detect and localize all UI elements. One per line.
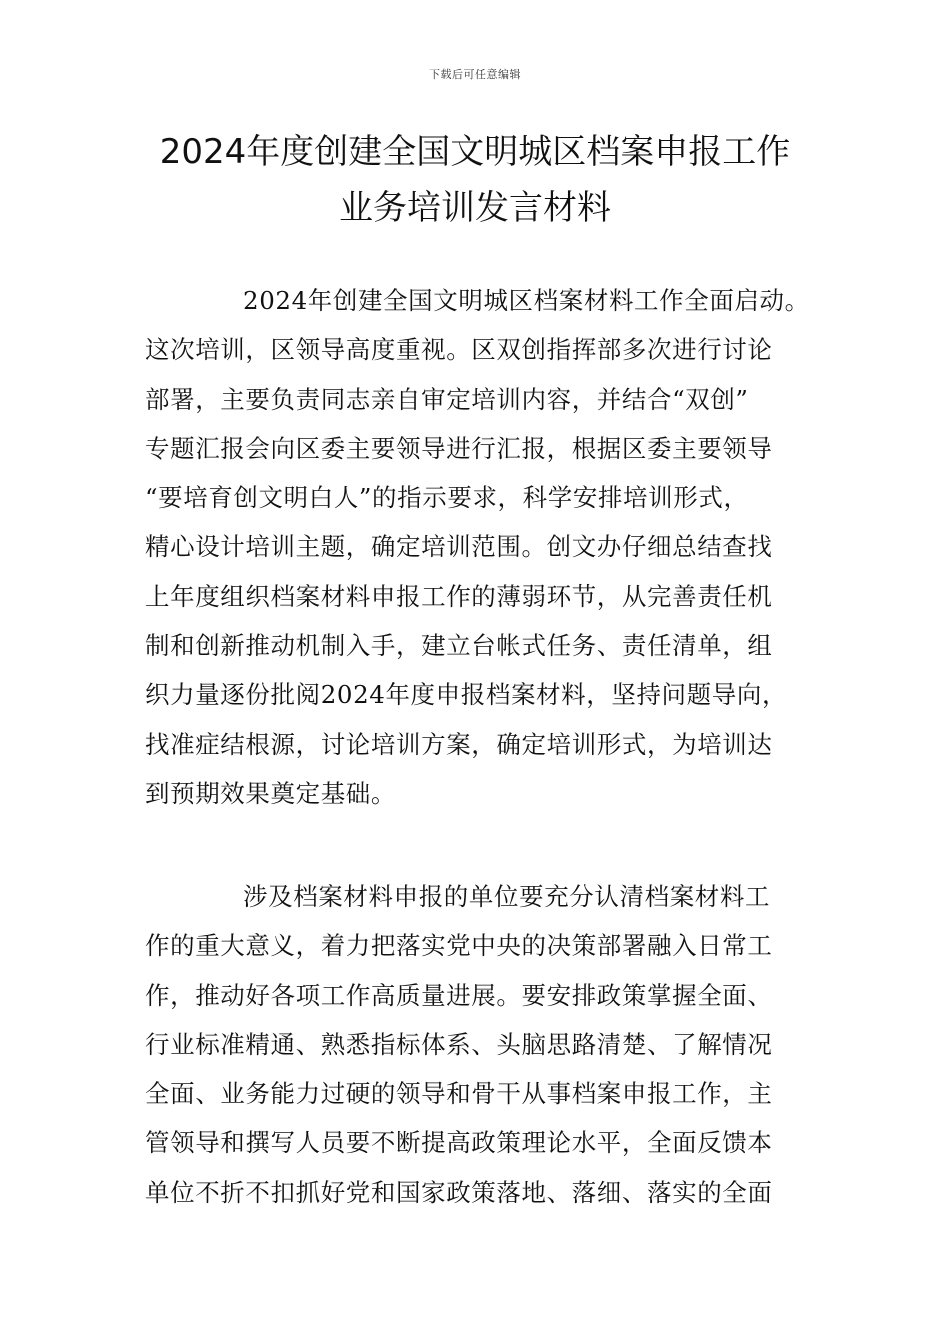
paragraph-line: 这次培训，区领导高度重视。区双创指挥部多次进行讨论 <box>145 335 773 365</box>
paragraph-line: 专题汇报会向区委主要领导进行汇报，根据区委主要领导 <box>145 433 773 463</box>
paragraph-line: 精心设计培训主题，确定培训范围。创文办仔细总结查找 <box>145 532 773 562</box>
paragraph-line: 涉及档案材料申报的单位要充分认清档案材料工 <box>243 882 771 911</box>
header-note: 下载后可任意编辑 <box>429 68 521 81</box>
paragraph-line: 部署，主要负责同志亲自审定培训内容，并结合“双创” <box>145 384 749 414</box>
paragraph-1 <box>145 276 820 818</box>
paragraph-line: 制和创新推动机制入手，建立台帐式任务、责任清单，组 <box>145 631 773 661</box>
title-line-2: 业务培训发言材料 <box>339 188 611 228</box>
paragraph-line: 到预期效果奠定基础。 <box>145 778 396 808</box>
paragraph-line: 作的重大意义，着力把落实党中央的决策部署融入日常工 <box>145 931 773 961</box>
paragraph-line: 织力量逐份批阅2024年度申报档案材料，坚持问题导向， <box>145 680 788 710</box>
paragraph-2 <box>145 872 820 1217</box>
paragraph-line: 单位不折不扣抓好党和国家政策落地、落细、落实的全面 <box>145 1177 773 1207</box>
paragraph-line: 行业标准精通、熟悉指标体系、头脑思路清楚、了解情况 <box>145 1029 773 1059</box>
paragraph-line: 管领导和撰写人员要不断提高政策理论水平，全面反馈本 <box>145 1128 773 1158</box>
paragraph-line: “要培育创文明白人”的指示要求，科学安排培训形式， <box>145 483 749 513</box>
document-title <box>60 124 890 236</box>
paragraph-line: 全面、业务能力过硬的领导和骨干从事档案申报工作，主 <box>145 1079 773 1109</box>
paragraph-line: 上年度组织档案材料申报工作的薄弱环节，从完善责任机 <box>145 581 773 611</box>
paragraph-line: 找准症结根源，讨论培训方案，确定培训形式，为培训达 <box>145 729 773 759</box>
title-line-1: 2024年度创建全国文明城区档案申报工作 <box>159 132 791 172</box>
paragraph-line: 2024年创建全国文明城区档案材料工作全面启动。 <box>243 286 810 315</box>
paragraph-line: 作，推动好各项工作高质量进展。要安排政策掌握全面、 <box>145 980 773 1010</box>
